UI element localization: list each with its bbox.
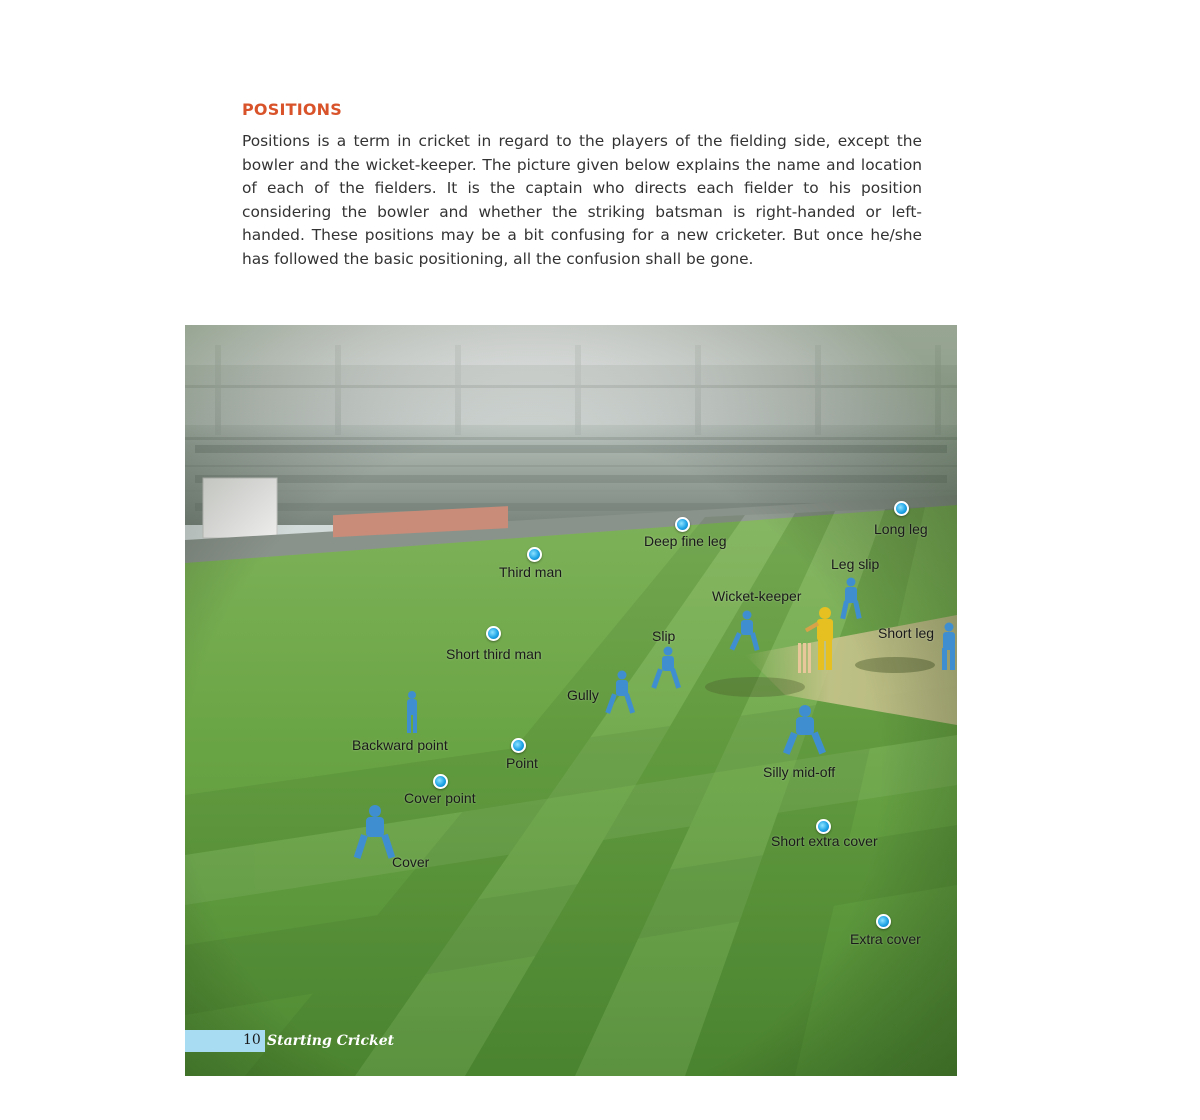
label-point: Point <box>506 755 538 771</box>
label-cover-point: Cover point <box>404 790 476 806</box>
page-number: 10 <box>243 1032 261 1048</box>
label-gully: Gully <box>567 687 599 703</box>
label-short-leg: Short leg <box>878 625 935 641</box>
label-silly-mid-off: Silly mid-off <box>763 764 836 780</box>
marker-extra-cover <box>876 914 891 929</box>
section-heading: POSITIONS <box>242 100 342 119</box>
marker-short-third-man <box>486 626 501 641</box>
marker-short-extra-cover <box>816 819 831 834</box>
section-paragraph: Positions is a term in cricket in regard to the players of the fielding side, except the bowler and the wicket-keeper. The picture given below explains the name and location of each of the fielders. It is the captain who directs each fielder to his position considering the bowler and whether the striking batsman is right-handed or left-handed. These positions may be a bit confusing for a new cricketer. But once he/she has followed the basic positioning, all the confusion shall be gone. <box>242 132 922 268</box>
label-slip: Slip <box>652 628 676 644</box>
marker-cover-point <box>433 774 448 789</box>
marker-deep-fine-leg <box>675 517 690 532</box>
label-backward-point: Backward point <box>352 737 448 753</box>
label-third-man: Third man <box>499 564 563 580</box>
label-short-extra-cover: Short extra cover <box>771 833 878 849</box>
marker-third-man <box>527 547 542 562</box>
label-cover: Cover <box>392 854 430 870</box>
book-title: Starting Cricket <box>267 1033 395 1049</box>
label-leg-slip: Leg slip <box>831 556 880 572</box>
label-long-leg: Long leg <box>874 521 928 537</box>
marker-long-leg <box>894 501 909 516</box>
label-short-third-man: Short third man <box>446 646 542 662</box>
label-extra-cover: Extra cover <box>850 931 921 947</box>
fielding-positions-illustration <box>185 325 957 1076</box>
marker-point <box>511 738 526 753</box>
stumps <box>798 643 811 673</box>
label-wicket-keeper: Wicket-keeper <box>712 588 802 604</box>
label-deep-fine-leg: Deep fine leg <box>644 533 727 549</box>
